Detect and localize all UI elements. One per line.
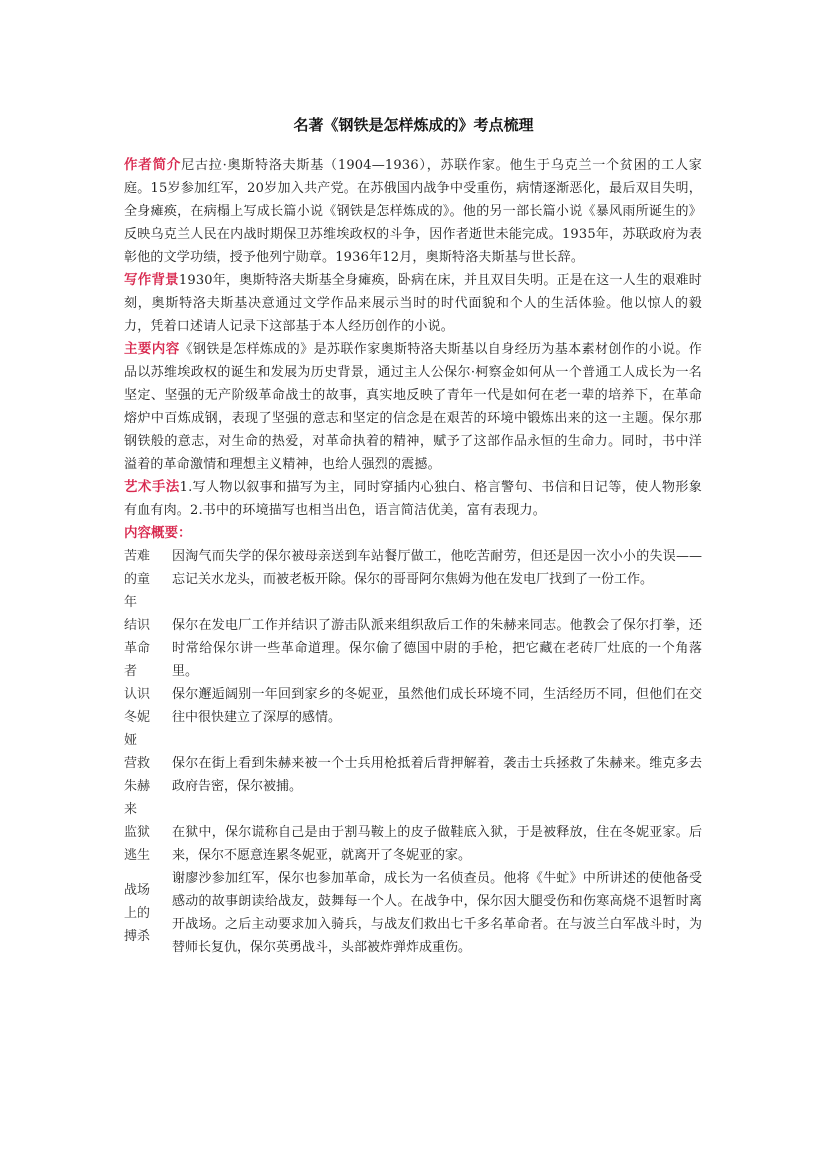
summary-row [124, 614, 702, 683]
background-heading: 写作背景 [124, 272, 179, 288]
summary-row-label: 认识冬妮娅 [124, 687, 151, 748]
summary-row [124, 867, 702, 959]
summary-row [124, 752, 702, 821]
summary-row-text: 谢廖沙参加红军，保尔也参加革命，成长为一名侦查员。他将《牛虻》中所讲述的使他备受感动的故事朗读给战友，鼓舞每一个人。在战争中，保尔因大腿受伤和伤寒高烧不退暂时离开战场。之后主动要求加入骑兵，与战友们救出七千多名革命者。在与波兰白军战斗时，为替师长复仇，保尔英勇战斗，头部被炸弹炸成重伤。 [172, 871, 702, 955]
art-text: 1.写人物以叙事和描写为主，同时穿插内心独白、格言警句、书信和日记等，使人物形象有血有肉。2.书中的环境描写也相当出色，语言简洁优美，富有表现力。 [124, 480, 702, 518]
main-content-text: 《钢铁是怎样炼成的》是苏联作家奥斯特洛夫斯基以自身经历为基本素材创作的小说。作品以苏维埃政权的诞生和发展为历史背景，通过主人公保尔·柯察金如何从一个普通工人成长为一名坚定、坚强的无产阶级革命战士的故事，真实地反映了青年一代是如何在老一辈的培养下，在革命熔炉中百炼成钢，表现了坚强的意志和坚定的信念是在艰苦的环境中锻炼出来的这一主题。保尔那钢铁般的意志，对生命的热爱，对革命执着的精神，赋予了这部作品永恒的生命力。同时，书中洋溢着的革命激情和理想主义精神，也给人强烈的震撼。 [124, 342, 702, 472]
background-paragraph [124, 269, 702, 338]
document-content [124, 154, 702, 959]
summary-row-text: 保尔在街上看到朱赫来被一个士兵用枪抵着后背押解着，袭击士兵拯救了朱赫来。维克多去政府告密，保尔被捕。 [172, 756, 702, 794]
summary-row [124, 683, 702, 752]
author-heading: 作者简介 [124, 157, 182, 173]
document-title: 名著《钢铁是怎样炼成的》考点梳理 [293, 116, 534, 134]
summary-row-text: 因淘气而失学的保尔被母亲送到车站餐厅做工，他吃苦耐劳，但还是因一次小小的失误——忘记关水龙头，而被老板开除。保尔的哥哥阿尔焦姆为他在发电厂找到了一份工作。 [172, 549, 702, 587]
summary-row-label: 结识革命者 [124, 618, 151, 679]
summary-row-label: 监狱逃生 [124, 825, 151, 863]
main-content-heading: 主要内容 [124, 341, 180, 357]
background-text: 1930年，奥斯特洛夫斯基全身瘫痪，卧病在床，并且双目失明。正是在这一人生的艰难时刻，奥斯特洛夫斯基决意通过文学作品来展示当时的时代面貌和个人的生活体验。他以惊人的毅力，凭着口述请人记录下这部基于本人经历创作的小说。 [124, 273, 702, 334]
summary-row-text: 保尔邂逅阔别一年回到家乡的冬妮亚，虽然他们成长环境不同，生活经历不同，但他们在交往中很快建立了深厚的感情。 [172, 687, 702, 725]
summary-row-label: 战场上的搏杀 [124, 882, 151, 944]
summary-heading: 内容概要： [124, 525, 192, 541]
author-text: 尼古拉·奥斯特洛夫斯基（1904—1936），苏联作家。他生于乌克兰一个贫困的工人家庭。15岁参加红军，20岁加入共产党。在苏俄国内战争中受重伤，病情逐渐恶化，最后双目失明，全身瘫痪，在病榻上写成长篇小说《钢铁是怎样炼成的》。他的另一部长篇小说《暴风雨所诞生的》反映乌克兰人民在内战时期保卫苏维埃政权的斗争，因作者逝世未能完成。1935年，苏联政府为表彰他的文学功绩，授予他列宁勋章。1936年12月，奥斯特洛夫斯基与世长辞。 [124, 158, 702, 265]
summary-row-label: 苦难的童年 [124, 549, 151, 610]
summary-row [124, 545, 702, 614]
summary-row-text: 在狱中，保尔谎称自己是由于割马鞍上的皮子做鞋底入狱，于是被释放，住在冬妮亚家。后来，保尔不愿意连累冬妮亚，就离开了冬妮亚的家。 [172, 825, 702, 863]
main-content-paragraph [124, 338, 702, 476]
summary-row [124, 821, 702, 867]
summary-table [124, 545, 702, 959]
art-paragraph [124, 476, 702, 522]
summary-row-text: 保尔在发电厂工作并结识了游击队派来组织敌后工作的朱赫来同志。他教会了保尔打拳，还时常给保尔讲一些革命道理。保尔偷了德国中尉的手枪，把它藏在老砖厂灶底的一个角落里。 [172, 618, 702, 679]
summary-row-label: 营救朱赫来 [124, 756, 151, 817]
author-paragraph [124, 154, 702, 269]
art-heading: 艺术手法 [124, 479, 180, 495]
